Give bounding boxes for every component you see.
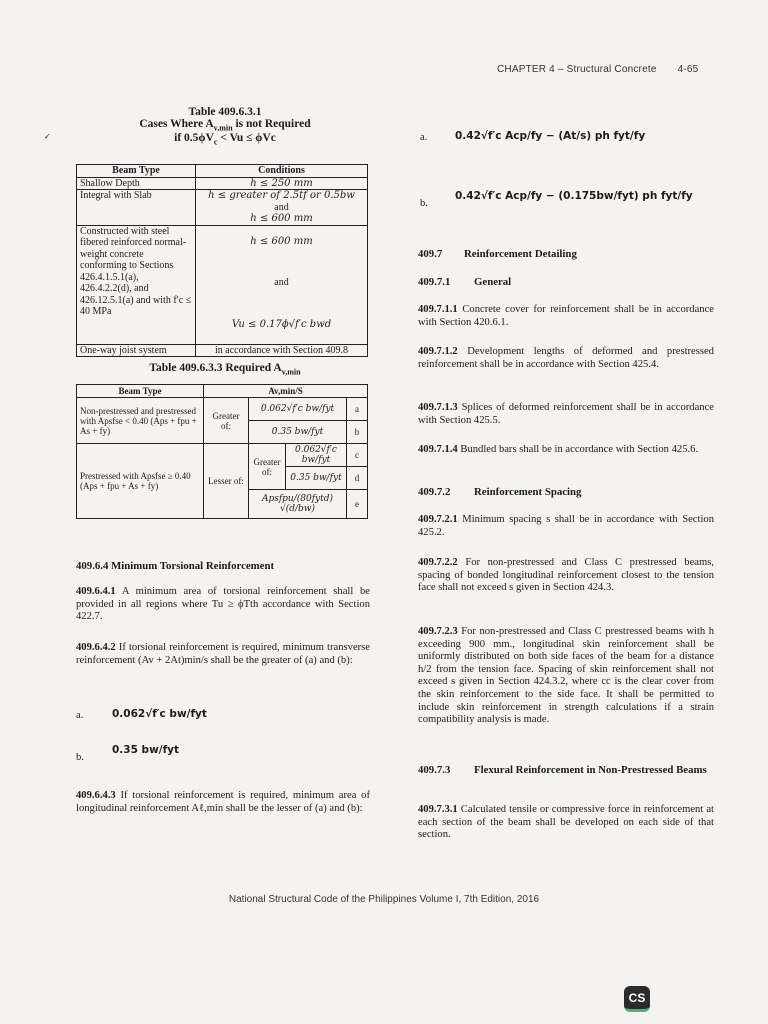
formula-cell: 0.35 bw/fyt (286, 467, 347, 490)
table-row (77, 344, 368, 357)
col-beam-type: Beam Type (77, 165, 196, 178)
running-header (497, 64, 698, 75)
formula-cell: 0.062√f′c bw/fyt (249, 398, 347, 421)
table-row (77, 177, 368, 190)
margin-mark: ✓ (44, 132, 51, 141)
condition-cell: h ≤ 250 mm (196, 177, 368, 190)
paragraph: 409.7.3.1 Calculated tensile or compressive force in reinforcement at each section of the beam shall be developed on each side of that section. (418, 804, 714, 841)
paragraph: 409.7.2.3 For non-prestressed and Class C prestressed beams with h exceeding 900 mm., longitudinal skin reinforcement shall be uniformly distributed on both side faces of the beam for a distance h/2 from the tension face. Spacing of skin reinforcement shall not exceed s given in Section 424.3.2, where cc is the clear cover from the skin reinforcement to the side face. It shall be permitted to include skin reinforcement in strength calculations if a strain compatibility analysis is made. (418, 626, 714, 726)
table2-title: Table 409.6.3.3 Required $A_{v,min}$ (149, 362, 301, 377)
paragraph: 409.7.1.2 Development lengths of deformed and prestressed reinforcement shall be in accordance with Section 425.4. (418, 346, 714, 370)
table-409-6-3-1 (76, 164, 368, 357)
section-heading: 409.7.1 General (418, 276, 512, 288)
row-label: e (347, 490, 368, 519)
paragraph: 409.6.4.2 If torsional reinforcement is required, minimum transverse reinforcement (Av + 2At)min/s shall be the greater of (a) and (b): (76, 642, 370, 666)
condition-cell: h ≤ greater of 2.5tf or 0.5bw and h ≤ 600 mm (196, 190, 368, 226)
equation-label: b. (420, 198, 428, 209)
equation: 0.35 bw/fyt (112, 744, 180, 756)
table-row (77, 444, 368, 467)
row-label: a (347, 398, 368, 421)
paragraph: 409.7.1.1 Concrete cover for reinforcement shall be in accordance with Section 420.6.1. (418, 304, 714, 328)
row-label: c (347, 444, 368, 467)
paragraph: 409.7.2.1 Minimum spacing s shall be in accordance with Section 425.2. (418, 514, 714, 538)
table-409-6-3-3 (76, 384, 368, 519)
row-label: d (347, 467, 368, 490)
page-footer: National Structural Code of the Philippines Volume I, 7th Edition, 2016 (228, 894, 540, 905)
beam-type-cell: Shallow Depth (77, 177, 196, 190)
formula-cell: 0.35 bw/fyt (249, 421, 347, 444)
table-header-row (77, 165, 368, 178)
paragraph: 409.7.2.2 For non-prestressed and Class C prestressed beams, spacing of bonded longitudinal reinforcement closest to the tension face shall not exceed s given in Section 424.3. (418, 557, 714, 594)
greater-of-cell: Greater of: (204, 398, 249, 444)
paragraph: 409.7.1.4 Bundled bars shall be in accordance with Section 425.6. (418, 444, 699, 455)
table1-title: Table 409.6.3.1 (188, 106, 262, 118)
table-row (77, 190, 368, 226)
equation-label: b. (76, 752, 84, 763)
cs-logo: CS (624, 986, 650, 1012)
table-row (77, 398, 368, 421)
beam-type-cell: One-way joist system (77, 344, 196, 357)
section-heading: 409.6.4 Minimum Torsional Reinforcement (76, 560, 275, 572)
section-heading: 409.7.2 Reinforcement Spacing (418, 486, 582, 498)
paragraph: 409.7.1.3 Splices of deformed reinforcement shall be in accordance with Section 425.5. (418, 402, 714, 426)
beam-type-cell: Integral with Slab (77, 190, 196, 226)
section-heading: 409.7.3 Flexural Reinforcement in Non-Prestressed Beams (418, 764, 707, 776)
equation-label: a. (420, 132, 428, 143)
col-required: Av,min/S (204, 385, 368, 398)
page-number: 4-65 (677, 64, 699, 75)
col-beam-type: Beam Type (77, 385, 204, 398)
table1-caption1: Cases Where $A_{v,min}$ is not Required (139, 118, 311, 133)
equation: 0.42√f′c Acp/fy − (At/s) ph fyt/fy (455, 130, 646, 142)
formula-cell: Apsfpu/(80fytd) √(d/bw) (249, 490, 347, 519)
row-label: b (347, 421, 368, 444)
lesser-of-cell: Lesser of: (204, 444, 249, 519)
table1-title-block (80, 106, 370, 147)
table-row (77, 225, 368, 344)
paragraph: 409.6.4.1 A minimum area of torsional reinforcement shall be provided in all regions where Tu ≥ ϕTth accordance with Section 422.7. (76, 586, 370, 623)
section-heading: 409.7 Reinforcement Detailing (418, 248, 577, 260)
equation: 0.42√f′c Acp/fy − (0.175bw/fyt) ph fyt/fy (455, 190, 693, 202)
col-conditions: Conditions (196, 165, 368, 178)
greater-of-cell: Greater of: (249, 444, 286, 490)
beam-type-cell: Non-prestressed and prestressed with Apsfse < 0.40 (Aps + fpu + As + fy) (77, 398, 204, 444)
beam-type-cell: Constructed with steel fibered reinforced normal-weight concrete conforming to Sections 426.4.1.5.1(a), 426.4.2.2(d), and 426.12.5.1(a) and with f′c ≤ 40 MPa (77, 225, 196, 344)
formula-cell: 0.062√f′c bw/fyt (286, 444, 347, 467)
paragraph: 409.6.4.3 If torsional reinforcement is required, minimum area of longitudinal reinforcement Aℓ,min shall be the lesser of (a) and (b): (76, 790, 370, 814)
beam-type-cell: Prestressed with Apsfse ≥ 0.40 (Aps + fpu + As + fy) (77, 444, 204, 519)
condition-cell: in accordance with Section 409.8 (196, 344, 368, 357)
table-header-row (77, 385, 368, 398)
condition-cell: h ≤ 600 mm and Vu ≤ 0.17ϕ√f′c bwd (196, 225, 368, 344)
equation-label: a. (76, 710, 84, 721)
equation: 0.062√f′c bw/fyt (112, 708, 207, 720)
table1-caption2: if $0.5\phi V_c < Vu \le \phi Vc$ (174, 132, 276, 147)
chapter-title: CHAPTER 4 – Structural Concrete (497, 64, 657, 75)
